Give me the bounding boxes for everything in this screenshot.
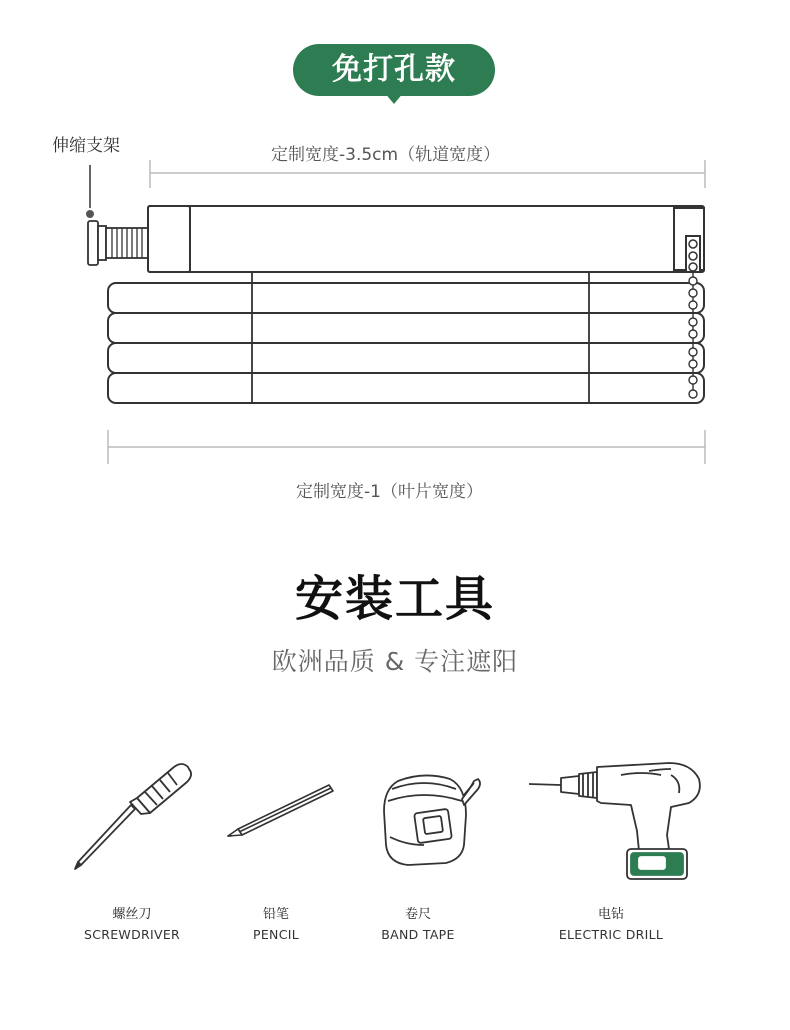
bead-chain — [689, 272, 697, 398]
head-rail — [148, 206, 704, 272]
tool-tape-measure — [328, 745, 508, 1005]
rail-cord-circles — [689, 240, 697, 271]
tool-name-en: SCREWDRIVER — [83, 927, 181, 942]
bracket-pointer-dot — [85, 209, 95, 219]
tool-name-cn: 铅笔 — [262, 907, 289, 922]
track-width-label: 定制宽度-3.5cm（轨道宽度） — [271, 145, 501, 165]
electric-drill-icon — [521, 745, 711, 895]
telescopic-bracket — [88, 221, 148, 265]
section-title: 安装工具 — [294, 571, 495, 627]
tool-name-en: ELECTRIC DRILL — [558, 927, 664, 942]
tool-name-cn: 卷尺 — [404, 907, 431, 922]
tape-measure-icon — [328, 745, 508, 895]
tool-electric-drill — [521, 745, 701, 1005]
badge-label: 免打孔款 — [332, 52, 456, 87]
tool-name-cn: 电钻 — [597, 907, 624, 922]
section-subtitle: 欧洲品质 & 专注遮阳 — [271, 647, 519, 676]
slat-width-label: 定制宽度-1（叶片宽度） — [296, 482, 483, 502]
tool-name-en: BAND TAPE — [381, 927, 455, 942]
tool-name-en: PENCIL — [253, 927, 299, 942]
tool-name-cn: 螺丝刀 — [112, 907, 152, 922]
blind-slats — [108, 283, 704, 403]
bottom-dimension-line — [108, 430, 705, 464]
bracket-label: 伸缩支架 — [52, 136, 120, 156]
